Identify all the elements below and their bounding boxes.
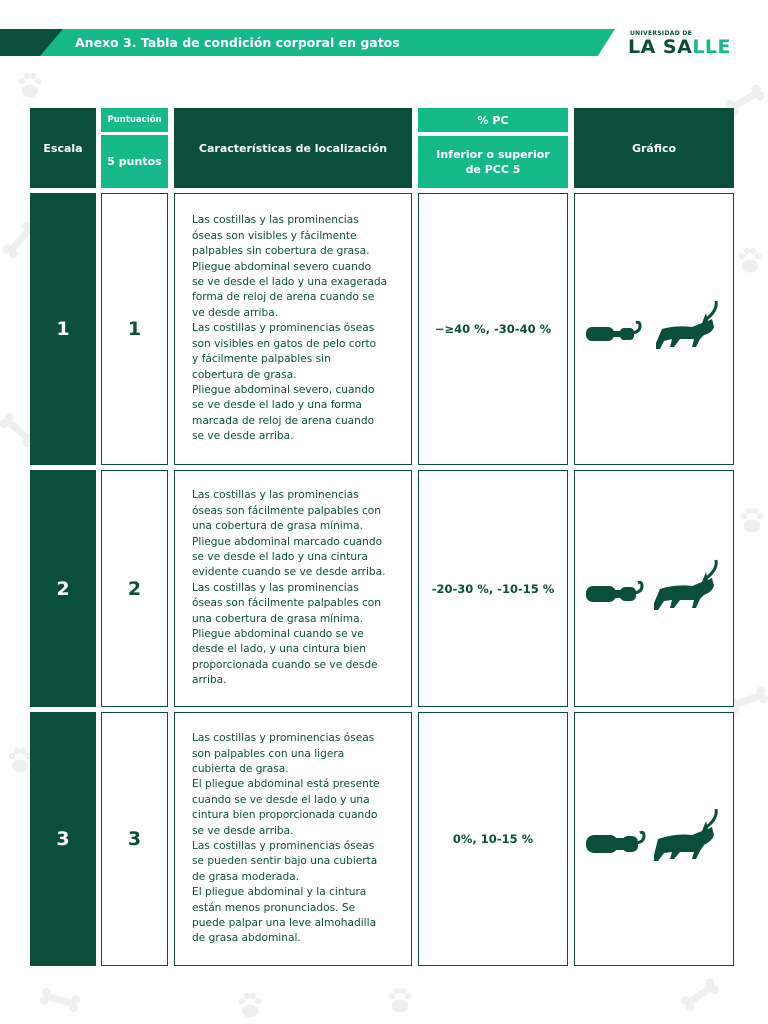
- row-2-percent: -20-30 %, -10-15 %: [418, 470, 568, 707]
- row-1-percent: −≥40 %, -30-40 %: [418, 193, 568, 465]
- ideal-cat-icon: [584, 809, 724, 869]
- header-scale: Escala: [30, 108, 96, 188]
- header-score: Puntuación: [101, 108, 168, 132]
- page-title: Anexo 3. Tabla de condición corporal en gatos: [75, 35, 400, 50]
- row-2-points: 2: [101, 470, 168, 707]
- row-1-scale: 1: [30, 193, 96, 465]
- row-2-scale: 2: [30, 470, 96, 707]
- header-score-sub: 5 puntos: [101, 135, 168, 188]
- underweight-cat-icon: [584, 559, 724, 619]
- header-graphic: Gráfico: [574, 108, 734, 188]
- row-2-description: Las costillas y las prominencias óseas son fácilmente palpables con una cobertura de grasa mínima. Pliegue abdominal marcado cuando se ve desde el lado y una cintura evidente cuando se ve desde arriba. Las costillas y las prominencias óseas son fácilmente palpables con una cobertura de grasa mínima. Pliegue abdominal cuando se ve desde el lado, y una cintura bien proporcionada cuando se ve desde arriba.: [174, 470, 412, 707]
- header-features: Características de localización: [174, 108, 412, 188]
- row-1-points: 1: [101, 193, 168, 465]
- row-3-graphic: [574, 712, 734, 966]
- row-3-points: 3: [101, 712, 168, 966]
- row-1-graphic: [574, 193, 734, 465]
- university-logo: [628, 30, 731, 57]
- thin-cat-icon: [584, 299, 724, 359]
- logo-wordmark: LA SALLE: [628, 36, 732, 58]
- row-3-description: Las costillas y prominencias óseas son palpables con una ligera cubierta de grasa. El pliegue abdominal está presente cuando se ve desde el lado y una cintura bien proporcionada cuando se ve desde arriba. Las costillas y prominencias óseas se pueden sentir bajo una cubierta de grasa moderada. El pliegue abdominal y la cintura están menos pronunciados. Se puede palpar una leve almohadilla de grasa abdominal.: [174, 712, 412, 966]
- row-3-scale: 3: [30, 712, 96, 966]
- logo-subtitle: UNIVERSIDAD DE: [630, 30, 693, 37]
- header-pc-sub: Inferior o superior de PCC 5: [418, 136, 568, 188]
- row-3-percent: 0%, 10-15 %: [418, 712, 568, 966]
- header-pc: % PC: [418, 108, 568, 132]
- row-2-graphic: [574, 470, 734, 707]
- row-1-description: Las costillas y las prominencias óseas son visibles y fácilmente palpables sin cobertura de grasa. Pliegue abdominal severo cuando se ve desde el lado y una exagerada forma de reloj de arena cuando se ve desde arriba. Las costillas y prominencias óseas son visibles en gatos de pelo corto y fácilmente palpables sin cobertura de grasa. Pliegue abdominal severo, cuando se ve desde el lado y una forma marcada de reloj de arena cuando se ve desde arriba.: [174, 193, 412, 465]
